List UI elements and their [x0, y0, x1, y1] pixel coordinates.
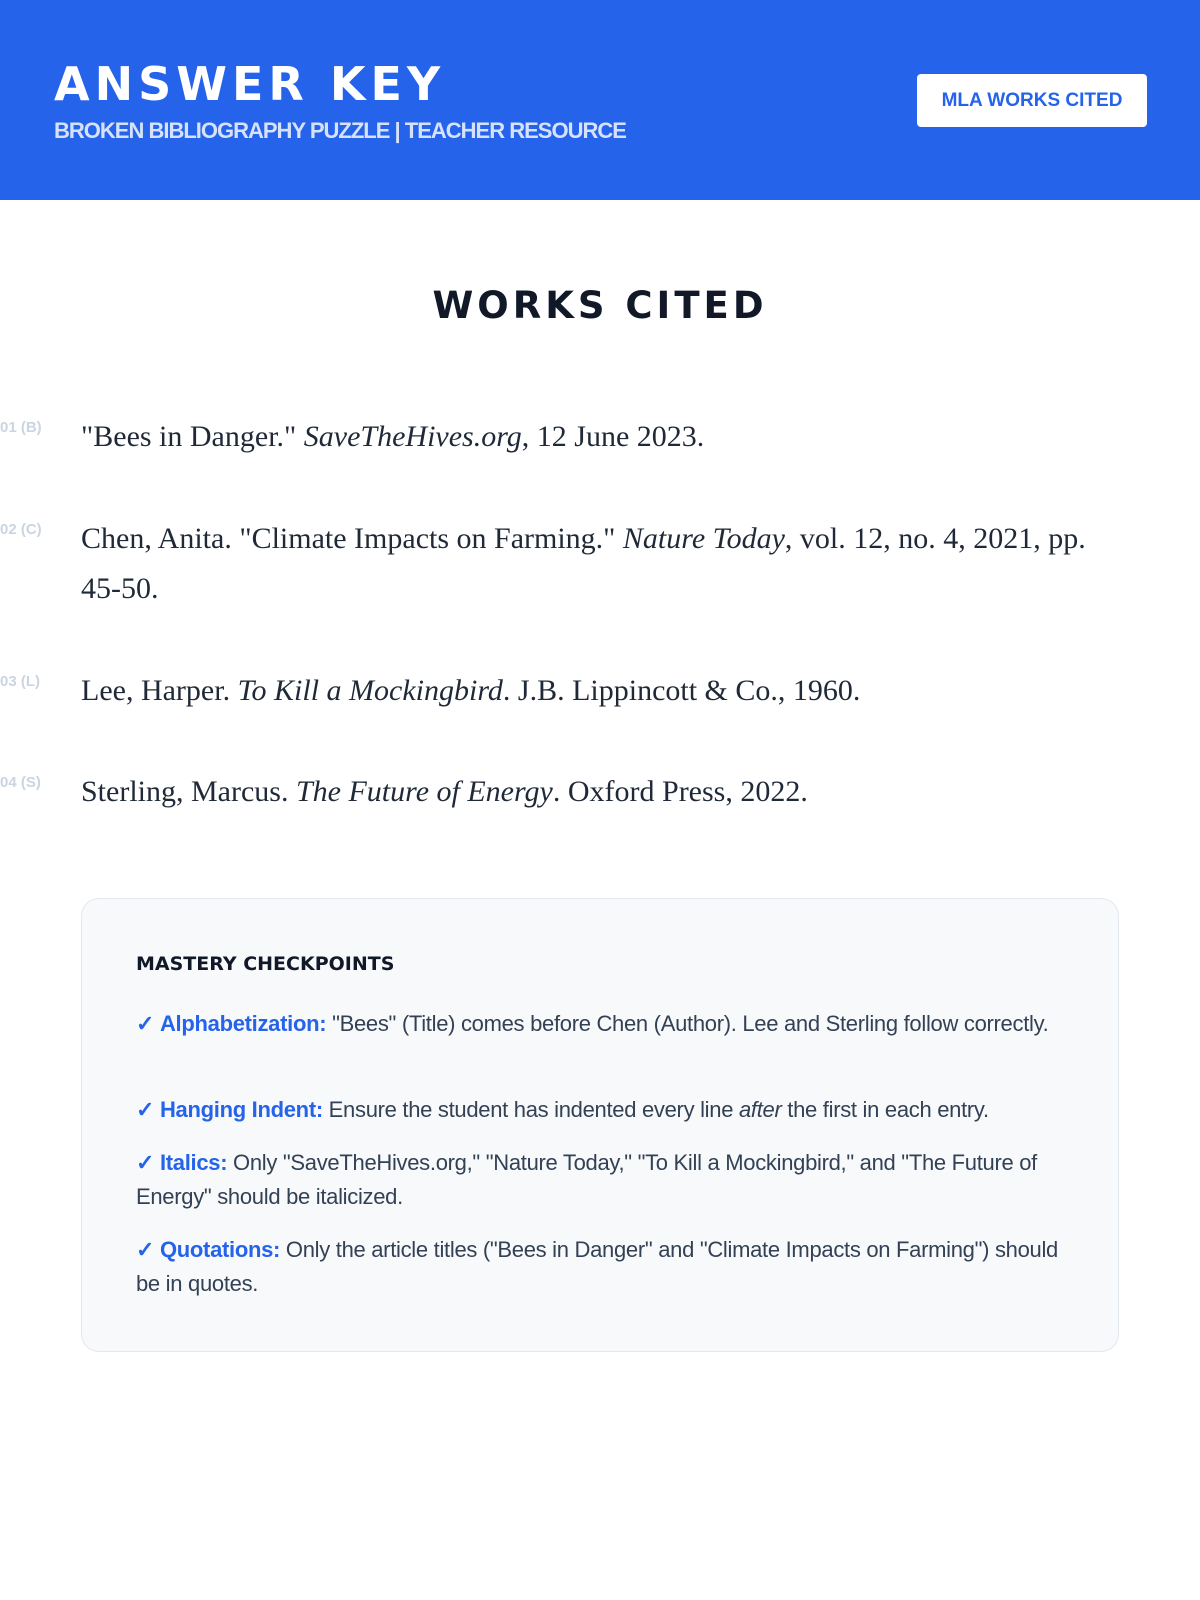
- citation-text-after: . J.B. Lippincott & Co., 1960.: [502, 674, 861, 707]
- checkpoint-text: Only the article titles ("Bees in Danger" and "Climate Impacts on Farming") should be in quotes.: [136, 1237, 1058, 1296]
- citation-text-before: Sterling, Marcus.: [81, 775, 296, 808]
- checkpoint-text: the first in each entry.: [781, 1097, 989, 1122]
- citation-text-after: . Oxford Press, 2022.: [552, 775, 808, 808]
- citation-book-title: To Kill a Mockingbird: [237, 674, 503, 707]
- citation-text: [81, 514, 1101, 614]
- checkpoint-label: Alphabetization:: [159, 1011, 327, 1036]
- checkpoint-label: Hanging Indent:: [159, 1097, 323, 1122]
- checkpoint-item: [136, 1093, 1066, 1127]
- citation-text-before: "Bees in Danger.": [81, 420, 304, 453]
- entry-number: 03 (L): [0, 673, 41, 690]
- citation-text: [81, 412, 1101, 462]
- checkpoint-text: Only "SaveTheHives.org," "Nature Today," "To Kill a Mockingbird," and "The Future of Energy" should be italicized.: [136, 1150, 1037, 1209]
- entry-number: 04 (S): [0, 774, 41, 791]
- checkpoints-heading: MASTERY CHECKPOINTS: [136, 953, 395, 975]
- entry-number: 01 (B): [0, 419, 42, 436]
- citation-text: [81, 666, 1101, 716]
- citation-text: [81, 767, 1101, 817]
- citation-text-after: , 12 June 2023.: [521, 420, 705, 453]
- checkmark-icon: ✓: [136, 1011, 155, 1036]
- page-header: [0, 0, 1200, 200]
- checkmark-icon: ✓: [136, 1150, 155, 1175]
- citation-container-title: SaveTheHives.org: [303, 420, 522, 453]
- checkpoint-item: [136, 1233, 1066, 1301]
- checkmark-icon: ✓: [136, 1097, 155, 1122]
- checkpoint-item: [136, 1007, 1066, 1041]
- citation-style-badge: MLA WORKS CITED: [917, 74, 1147, 127]
- checkpoint-label: Quotations:: [159, 1237, 281, 1262]
- works-cited-title: WORKS CITED: [432, 284, 768, 327]
- checkpoint-text: Ensure the student has indented every line: [322, 1097, 739, 1122]
- checkmark-icon: ✓: [136, 1237, 155, 1262]
- citation-book-title: The Future of Energy: [295, 775, 553, 808]
- citation-text-before: Lee, Harper.: [81, 674, 238, 707]
- citation-container-title: Nature Today: [622, 522, 785, 555]
- checkpoint-item: [136, 1146, 1066, 1214]
- entry-number: 02 (C): [0, 521, 42, 538]
- header-subtitle: BROKEN BIBLIOGRAPHY PUZZLE | TEACHER RESOURCE: [54, 118, 626, 143]
- checkpoint-label: Italics:: [159, 1150, 228, 1175]
- citation-text-before: Chen, Anita. "Climate Impacts on Farming.": [81, 522, 623, 555]
- checkpoint-text: "Bees" (Title) comes before Chen (Author). Lee and Sterling follow correctly.: [326, 1011, 1049, 1036]
- citation-text-after: , vol. 12, no. 4, 2021, pp. 45-50.: [81, 522, 1086, 605]
- header-title: ANSWER KEY: [54, 57, 446, 111]
- mastery-checkpoints-box: [81, 898, 1119, 1352]
- checkpoint-emphasis: after: [738, 1097, 782, 1122]
